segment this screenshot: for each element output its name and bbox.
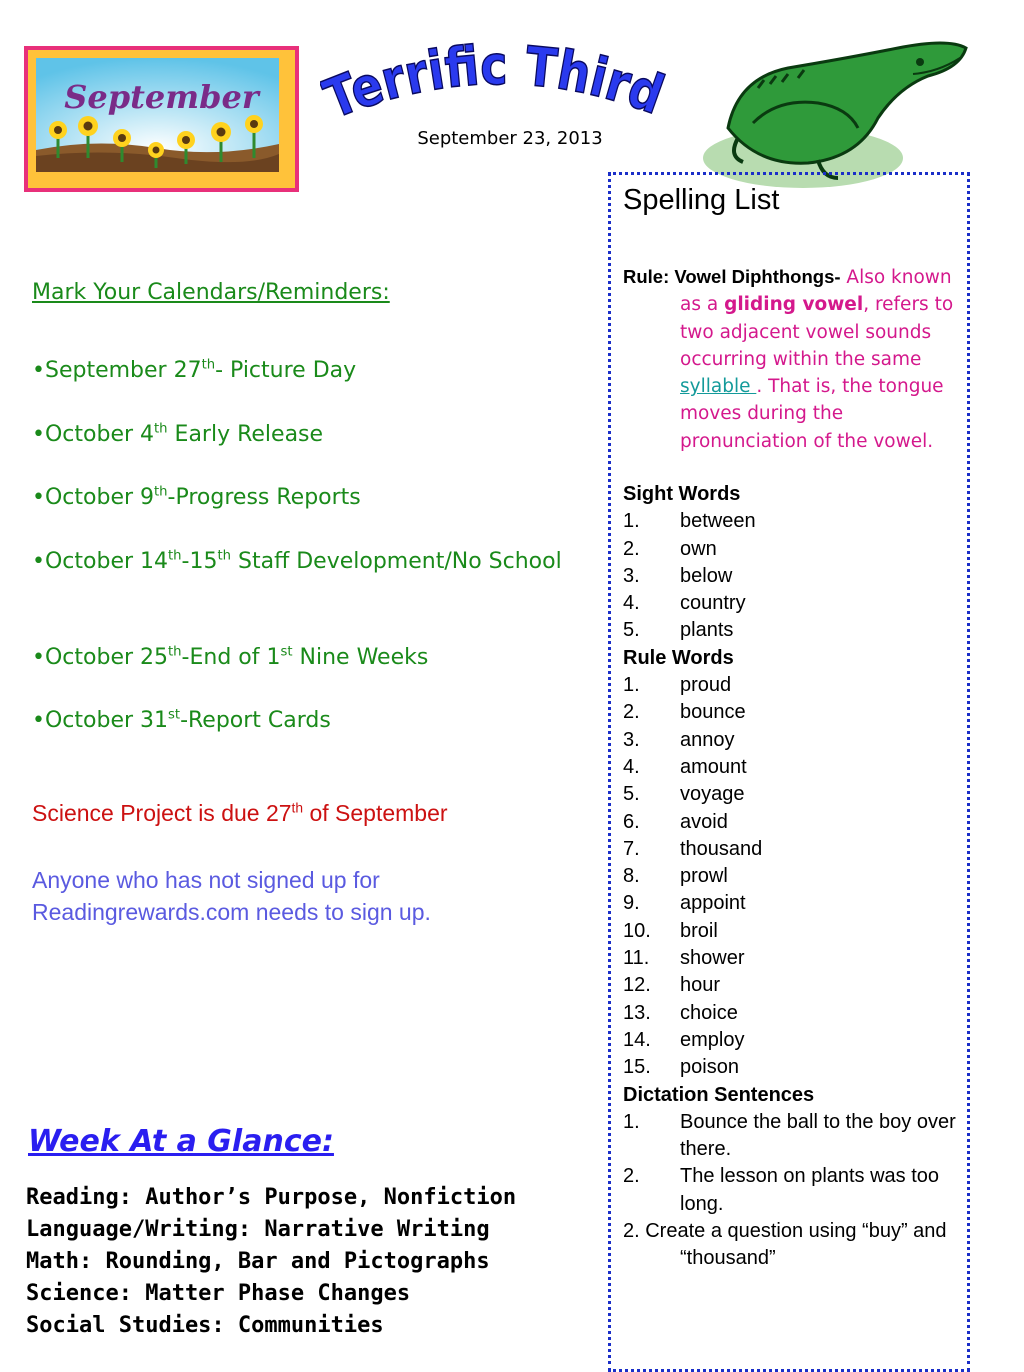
svg-text:Terrific Third bbox=[320, 33, 678, 132]
list-item: 14. employ bbox=[623, 1028, 745, 1051]
reminder-item: •October 31st-Report Cards bbox=[32, 707, 331, 733]
banner-title: September bbox=[64, 78, 259, 116]
reminder-item: •October 4th Early Release bbox=[32, 421, 324, 447]
dictation-heading: Dictation Sentences bbox=[623, 1083, 815, 1106]
science-project-notice: Science Project is due 27th of September bbox=[32, 800, 448, 826]
week-item: Math: Rounding, Bar and Pictographs bbox=[26, 1249, 490, 1274]
list-item: 9. appoint bbox=[623, 892, 746, 915]
syllable-link[interactable]: syllable bbox=[680, 376, 757, 398]
list-item: 3. annoy bbox=[623, 728, 735, 751]
newsletter-date: September 23, 2013 bbox=[417, 128, 603, 149]
list-item: 10. broil bbox=[623, 919, 718, 942]
list-item: 8. prowl bbox=[623, 865, 728, 888]
reminders-heading: Mark Your Calendars/Reminders: bbox=[32, 280, 390, 305]
list-item: 5. voyage bbox=[623, 783, 745, 806]
list-item: 2. own bbox=[623, 537, 717, 560]
rule-label: Rule: Vowel Diphthongs- bbox=[623, 266, 841, 287]
list-item: 7. thousand bbox=[623, 837, 763, 860]
reminder-item: •September 27th- Picture Day bbox=[32, 357, 357, 383]
list-item: 4. amount bbox=[623, 755, 747, 778]
week-item: Science: Matter Phase Changes bbox=[26, 1281, 411, 1306]
week-item: Social Studies: Communities bbox=[26, 1313, 384, 1338]
list-item: 6. avoid bbox=[623, 810, 728, 833]
reminder-item: •October 25th-End of 1st Nine Weeks bbox=[32, 644, 429, 670]
sight-words-heading: Sight Words bbox=[623, 483, 741, 505]
list-item: 5. plants bbox=[623, 619, 734, 642]
title-block bbox=[320, 28, 680, 138]
reminder-item: •October 14th-15th Staff Development/No School bbox=[32, 548, 562, 574]
list-item: 13. choice bbox=[623, 1001, 738, 1024]
list-item: 1. between bbox=[623, 510, 756, 533]
list-item: 2. The lesson on plants was too long. bbox=[623, 1165, 940, 1215]
week-item: Language/Writing: Narrative Writing bbox=[26, 1217, 490, 1242]
list-item: 15. poison bbox=[623, 1056, 739, 1079]
page-title: Terrific Third bbox=[320, 33, 678, 132]
rule-words-heading: Rule Words bbox=[623, 646, 734, 669]
spelling-rule: Rule: Vowel Diphthongs- Also known as a gliding vowel, refers to two adjacent vowel sounds occurring within the same syllable . That is, the tongue moves during the pronunciation of the vowel. bbox=[623, 266, 954, 452]
week-item: Reading: Author’s Purpose, Nonfiction bbox=[26, 1185, 517, 1210]
week-at-a-glance-list bbox=[26, 1182, 516, 1342]
question-prompt: 2. Create a question using “buy” and “thousand” bbox=[623, 1220, 947, 1270]
list-item: 1. proud bbox=[623, 674, 732, 697]
list-item: 3. below bbox=[623, 564, 733, 587]
reminder-item: •October 9th-Progress Reports bbox=[32, 484, 361, 510]
banner-artwork bbox=[36, 58, 287, 180]
spelling-list-title: Spelling List bbox=[623, 184, 780, 216]
week-at-a-glance-heading: Week At a Glance: bbox=[28, 1124, 334, 1159]
list-item: 12. hour bbox=[623, 974, 721, 997]
spelling-word-lists bbox=[623, 481, 963, 1273]
list-item: 11. shower bbox=[623, 947, 745, 970]
reading-rewards-notice: Anyone who has not signed up for Readingrewards.com needs to sign up. bbox=[32, 867, 431, 925]
list-item: 2. bounce bbox=[623, 701, 746, 724]
list-item: 1. Bounce the ball to the boy over there. bbox=[623, 1110, 956, 1161]
list-item: 4. country bbox=[623, 592, 746, 615]
title-arc bbox=[320, 28, 680, 138]
september-banner bbox=[24, 46, 299, 192]
